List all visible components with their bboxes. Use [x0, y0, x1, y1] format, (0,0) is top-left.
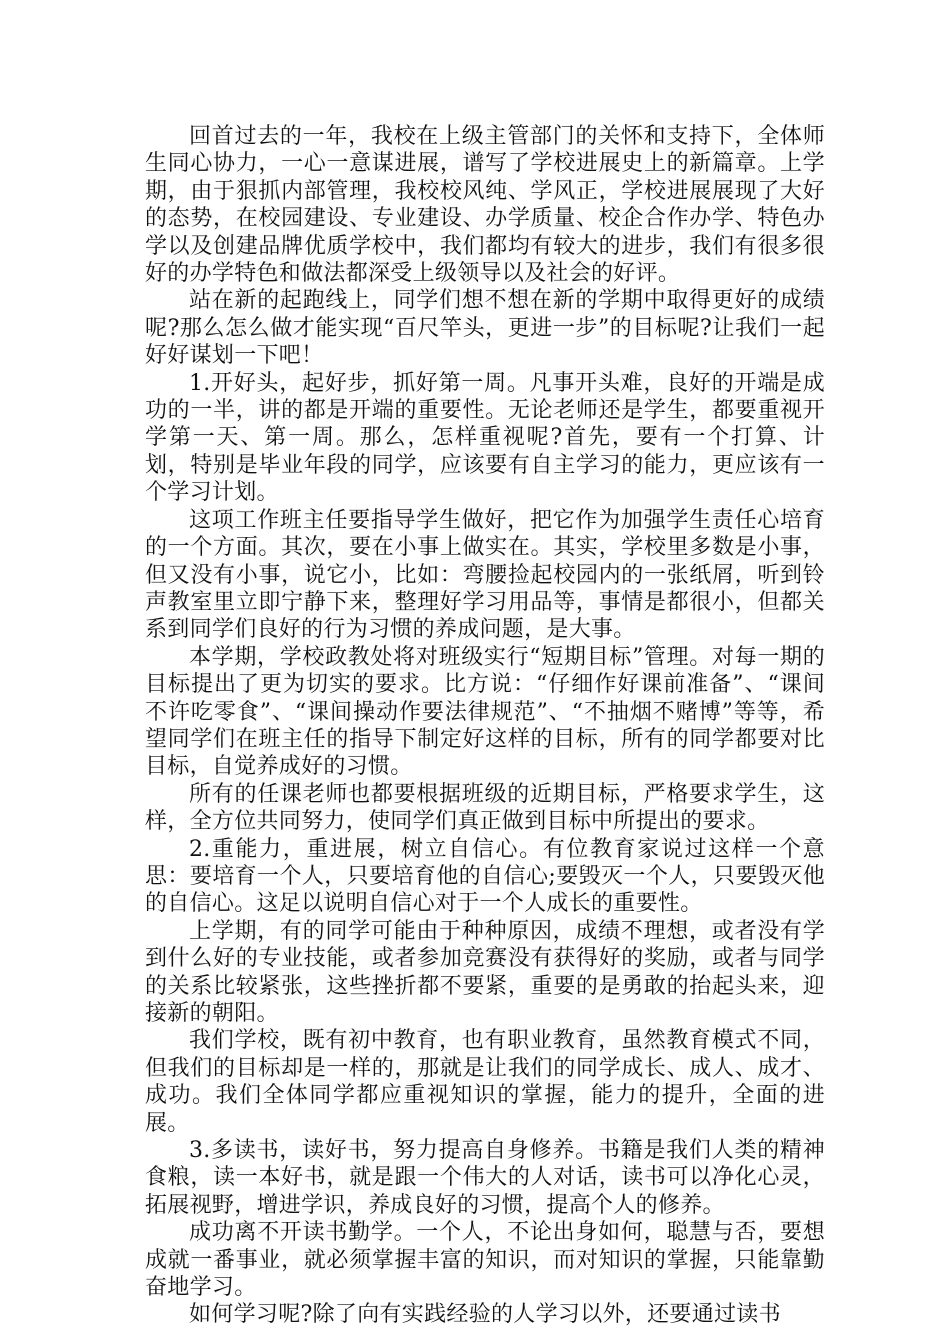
paragraph-point-1: 1.开好头，起好步，抓好第一周。凡事开头难，良好的开端是成功的一半，讲的都是开端的重要性。无论老师还是学生，都要重视开学第一天、第一周。那么，怎样重视呢?首先，要有一个打算、计划，特别是毕业年段的同学，应该要有自主学习的能力，更应该有一个学习计划。	[145, 370, 825, 506]
paragraph-our-school: 我们学校，既有初中教育，也有职业教育，虽然教育模式不同，但我们的目标却是一样的，那就是让我们的同学成长、成人、成才、成功。我们全体同学都应重视知识的掌握，能力的提升，全面的进展。	[145, 1028, 825, 1136]
paragraph-intro: 回首过去的一年，我校在上级主管部门的关怀和支持下，全体师生同心协力，一心一意谋进展，谱写了学校进展史上的新篇章。上学期，由于狠抓内部管理，我校校风纯、学风正，学校进展展现了大好的态势，在校园建设、专业建设、办学质量、校企合作办学、特色办学以及创建品牌优质学校中，我们都均有较大的进步，我们有很多很好的办学特色和做法都深受上级领导以及社会的好评。	[145, 124, 825, 287]
paragraph-point-2: 2.重能力，重进展，树立自信心。有位教育家说过这样一个意思：要培育一个人，只要培育他的自信心;要毁灭一个人，只要毁灭他的自信心。这足以说明自信心对于一个人成长的重要性。	[145, 836, 825, 917]
paragraph-last-semester: 上学期，有的同学可能由于种种原因，成绩不理想，或者没有学到什么好的专业技能，或者参加竞赛没有获得好的奖励，或者与同学的关系比较紧张，这些挫折都不要紧，重要的是勇敢的抬起头来，迎接新的朝阳。	[145, 918, 825, 1026]
document-body	[145, 123, 825, 1329]
paragraph-new-start: 站在新的起跑线上，同学们想不想在新的学期中取得更好的成绩呢?那么怎么做才能实现“百尺竿头，更进一步”的目标呢?让我们一起好好谋划一下吧！	[145, 288, 825, 369]
paragraph-short-term-goals: 本学期，学校政教处将对班级实行“短期目标”管理。对每一期的目标提出了更为切实的要求。比方说：“仔细作好课前准备”、“课间不许吃零食”、“课间操动作要法律规范”、“不抽烟不赌博”等等，希望同学们在班主任的指导下制定好这样的目标，所有的同学都要对比目标，自觉养成好的习惯。	[145, 644, 825, 780]
paragraph-all-teachers: 所有的任课老师也都要根据班级的近期目标，严格要求学生，这样，全方位共同努力，使同学们真正做到目标中所提出的要求。	[145, 781, 825, 835]
paragraph-how-to-learn: 如何学习呢?除了向有实践经验的人学习以外，还要通过读书	[189, 1302, 781, 1328]
paragraph-class-teacher: 这项工作班主任要指导学生做好，把它作为加强学生责任心培育的一个方面。其次，要在小事上做实在。其实，学校里多数是小事，但又没有小事，说它小，比如：弯腰捡起校园内的一张纸屑，听到铃声教室里立即宁静下来，整理好学习用品等，事情是都很小，但都关系到同学们良好的行为习惯的养成问题，是大事。	[145, 507, 825, 643]
paragraph-success-reading: 成功离不开读书勤学。一个人，不论出身如何，聪慧与否，要想成就一番事业，就必须掌握丰富的知识，而对知识的掌握，只能靠勤奋地学习。	[145, 1220, 825, 1301]
paragraph-point-3: 3.多读书，读好书，努力提高自身修养。书籍是我们人类的精神食粮，读一本好书，就是跟一个伟大的人对话，读书可以净化心灵，拓展视野，增进学识，养成良好的习惯，提高个人的修养。	[145, 1138, 825, 1218]
